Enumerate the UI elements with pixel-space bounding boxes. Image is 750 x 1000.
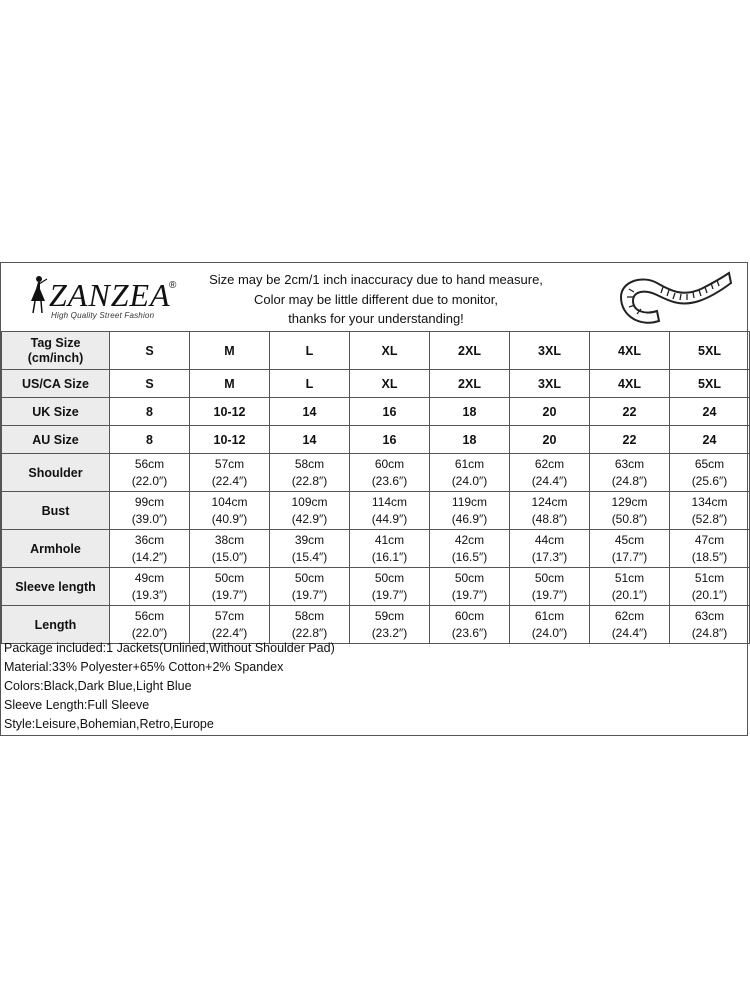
measurement-cm: 109cm [291, 494, 328, 509]
size-cell: 18 [430, 398, 510, 426]
measurement-cm: 62cm [614, 608, 645, 623]
measurement-cm: 50cm [534, 570, 565, 585]
measurement-cell [430, 492, 510, 530]
measurement-cell [110, 568, 190, 606]
measurement-inch: (15.0″) [211, 549, 248, 564]
measurement-inch: (24.8″) [691, 625, 728, 640]
row-label: Length [2, 606, 110, 644]
row-label: Armhole [2, 530, 110, 568]
measurement-cell [190, 530, 270, 568]
measurement-cell [670, 530, 750, 568]
measurement-inch: (20.1″) [611, 587, 648, 602]
row-label: Bust [2, 492, 110, 530]
measurement-cm: 42cm [454, 532, 485, 547]
size-cell: 22 [590, 426, 670, 454]
tag-size-cell: M [190, 332, 270, 370]
measurement-cell [350, 568, 430, 606]
measurement-inch: (50.8″) [611, 511, 648, 526]
tag-size-cell: 3XL [510, 332, 590, 370]
measurement-cm: 50cm [294, 570, 325, 585]
measurement-cell [270, 492, 350, 530]
size-cell: S [110, 370, 190, 398]
measurement-cell [670, 568, 750, 606]
measuring-tape-icon [613, 267, 733, 329]
measurement-cm: 114cm [371, 494, 408, 509]
measurement-cm: 38cm [214, 532, 245, 547]
measurement-inch: (24.4″) [611, 625, 648, 640]
measurement-inch: (39.0″) [131, 511, 168, 526]
measurement-cm: 50cm [454, 570, 485, 585]
measurement-cell [190, 492, 270, 530]
measurement-inch: (19.7″) [531, 587, 568, 602]
measurement-cell [590, 568, 670, 606]
measurement-cm: 47cm [694, 532, 725, 547]
size-cell: 16 [350, 426, 430, 454]
measurement-cell [190, 454, 270, 492]
size-cell: 2XL [430, 370, 510, 398]
row-label: UK Size [2, 398, 110, 426]
registered-mark: ® [169, 280, 177, 291]
measurement-cm: 45cm [614, 532, 645, 547]
measurement-cell [430, 568, 510, 606]
measurement-cell [350, 492, 430, 530]
measurement-inch: (22.8″) [291, 473, 328, 488]
measurement-cell [190, 568, 270, 606]
measurement-cell [110, 530, 190, 568]
measurement-cell [510, 568, 590, 606]
measurement-cell [590, 454, 670, 492]
size-cell: 10-12 [190, 398, 270, 426]
size-cell: 10-12 [190, 426, 270, 454]
measurement-cell [670, 606, 750, 644]
measurement-cm: 63cm [614, 456, 645, 471]
tag-size-cell: 5XL [670, 332, 750, 370]
size-cell: L [270, 370, 350, 398]
row-label: Sleeve length [2, 568, 110, 606]
measurement-cm: 134cm [691, 494, 728, 509]
size-cell: 16 [350, 398, 430, 426]
measurement-cell [590, 530, 670, 568]
measurement-cell [270, 606, 350, 644]
info-package: Package included:1 Jackets(Unlined,Without Shoulder Pad) [4, 641, 335, 655]
tag-size-cell: S [110, 332, 190, 370]
measurement-cm: 56cm [134, 456, 165, 471]
measurement-row [2, 492, 750, 530]
size-row [2, 426, 750, 454]
measurement-cell [190, 606, 270, 644]
size-cell: 14 [270, 398, 350, 426]
measurement-cm: 63cm [694, 608, 725, 623]
measurement-cell [510, 530, 590, 568]
tag-size-cell: XL [350, 332, 430, 370]
measurement-cm: 49cm [134, 570, 165, 585]
measurement-inch: (52.8″) [691, 511, 728, 526]
row-label: US/CA Size [2, 370, 110, 398]
measurement-inch: (19.7″) [211, 587, 248, 602]
measurement-cell [350, 454, 430, 492]
notice-line: Color may be little different due to monitor, [254, 291, 498, 307]
chart-header [1, 263, 747, 332]
measurement-inch: (44.9″) [371, 511, 408, 526]
brand-name: ZANZEA [49, 277, 171, 313]
measurement-row [2, 568, 750, 606]
measurement-inch: (40.9″) [211, 511, 248, 526]
measurement-cm: 60cm [374, 456, 405, 471]
size-cell: XL [350, 370, 430, 398]
measurement-cm: 51cm [614, 570, 645, 585]
measurement-row [2, 606, 750, 644]
measurement-cm: 61cm [454, 456, 485, 471]
measurement-inch: (22.0″) [131, 473, 168, 488]
measurement-inch: (22.4″) [211, 625, 248, 640]
measurement-cm: 44cm [534, 532, 565, 547]
measurement-cell [110, 454, 190, 492]
measurement-cell [430, 606, 510, 644]
info-sleeve-length: Sleeve Length:Full Sleeve [4, 698, 150, 712]
measurement-inch: (24.0″) [531, 625, 568, 640]
size-cell: 22 [590, 398, 670, 426]
measurement-inch: (19.7″) [371, 587, 408, 602]
brand-logo [27, 271, 187, 327]
measurement-inch: (24.0″) [451, 473, 488, 488]
measurement-inch: (25.6″) [691, 473, 728, 488]
measurement-cm: 60cm [454, 608, 485, 623]
measurement-inch: (48.8″) [531, 511, 568, 526]
brand-tagline: High Quality Street Fashion [51, 311, 155, 320]
tag-size-cell: 4XL [590, 332, 670, 370]
measurement-cm: 50cm [214, 570, 245, 585]
measurement-cm: 57cm [214, 456, 245, 471]
measurement-inch: (18.5″) [691, 549, 728, 564]
info-style: Style:Leisure,Bohemian,Retro,Europe [4, 717, 214, 731]
size-cell: 24 [670, 398, 750, 426]
measurement-cell [110, 492, 190, 530]
size-cell: 5XL [670, 370, 750, 398]
row-label-tag-size: Tag Size (cm/inch) [2, 332, 110, 370]
measurement-inch: (19.7″) [291, 587, 328, 602]
measurement-cm: 57cm [214, 608, 245, 623]
measurement-cell [670, 492, 750, 530]
measurement-cell [270, 454, 350, 492]
measurement-cell [510, 454, 590, 492]
measurement-inch: (22.4″) [211, 473, 248, 488]
measurement-cm: 62cm [534, 456, 565, 471]
size-table [1, 331, 750, 644]
measurement-cell [270, 530, 350, 568]
measurement-cell [590, 606, 670, 644]
size-cell: 20 [510, 426, 590, 454]
measurement-cm: 56cm [134, 608, 165, 623]
measurement-inch: (15.4″) [291, 549, 328, 564]
row-label: AU Size [2, 426, 110, 454]
measurement-cell [350, 530, 430, 568]
measurement-cell [270, 568, 350, 606]
tag-size-cell: L [270, 332, 350, 370]
measurement-cm: 41cm [374, 532, 405, 547]
size-cell: 3XL [510, 370, 590, 398]
size-cell: 4XL [590, 370, 670, 398]
notice-line: thanks for your understanding! [288, 311, 464, 326]
measurement-cell [350, 606, 430, 644]
measurement-cell [670, 454, 750, 492]
tag-size-cell: 2XL [430, 332, 510, 370]
size-cell: M [190, 370, 270, 398]
size-cell: 18 [430, 426, 510, 454]
measurement-cell [110, 606, 190, 644]
notice-line: Size may be 2cm/1 inch inaccuracy due to hand measure, [209, 272, 543, 287]
info-material: Material:33% Polyester+65% Cotton+2% Spandex [4, 660, 284, 674]
measurement-cm: 59cm [374, 608, 405, 623]
measurement-inch: (17.7″) [611, 549, 648, 564]
info-colors: Colors:Black,Dark Blue,Light Blue [4, 679, 192, 693]
measurement-cell [590, 492, 670, 530]
measurement-inch: (19.3″) [131, 587, 168, 602]
size-cell: 20 [510, 398, 590, 426]
measurement-inch: (16.5″) [451, 549, 488, 564]
measurement-inch: (23.2″) [371, 625, 408, 640]
size-cell: 24 [670, 426, 750, 454]
model-silhouette-icon [27, 275, 49, 315]
measurement-row [2, 454, 750, 492]
tag-size-row [2, 332, 750, 370]
size-row [2, 370, 750, 398]
measurement-inch: (23.6″) [371, 473, 408, 488]
measurement-inch: (16.1″) [371, 549, 408, 564]
measurement-cm: 58cm [294, 608, 325, 623]
measurement-cell [430, 454, 510, 492]
measurement-cm: 58cm [294, 456, 325, 471]
measurement-inch: (22.0″) [131, 625, 168, 640]
measurement-inch: (20.1″) [691, 587, 728, 602]
measurement-cm: 104cm [211, 494, 248, 509]
measurement-inch: (17.3″) [531, 549, 568, 564]
measurement-inch: (24.4″) [531, 473, 568, 488]
measurement-cm: 129cm [611, 494, 648, 509]
measurement-cm: 39cm [294, 532, 325, 547]
size-cell: 8 [110, 398, 190, 426]
size-row [2, 398, 750, 426]
measurement-notice [191, 270, 561, 329]
measurement-cm: 124cm [531, 494, 568, 509]
size-cell: 14 [270, 426, 350, 454]
size-cell: 8 [110, 426, 190, 454]
measurement-inch: (19.7″) [451, 587, 488, 602]
measurement-cell [510, 606, 590, 644]
measurement-inch: (22.8″) [291, 625, 328, 640]
measurement-cm: 36cm [134, 532, 165, 547]
measurement-cell [430, 530, 510, 568]
size-chart [0, 262, 748, 736]
measurement-cm: 65cm [694, 456, 725, 471]
measurement-cm: 51cm [694, 570, 725, 585]
measurement-inch: (46.9″) [451, 511, 488, 526]
measurement-row [2, 530, 750, 568]
measurement-cm: 119cm [451, 494, 488, 509]
measurement-cm: 61cm [534, 608, 565, 623]
row-label: Shoulder [2, 454, 110, 492]
measurement-inch: (42.9″) [291, 511, 328, 526]
measurement-cell [510, 492, 590, 530]
measurement-cm: 50cm [374, 570, 405, 585]
measurement-inch: (14.2″) [131, 549, 168, 564]
product-info [4, 639, 335, 734]
measurement-cm: 99cm [134, 494, 165, 509]
measurement-inch: (24.8″) [611, 473, 648, 488]
measurement-inch: (23.6″) [451, 625, 488, 640]
